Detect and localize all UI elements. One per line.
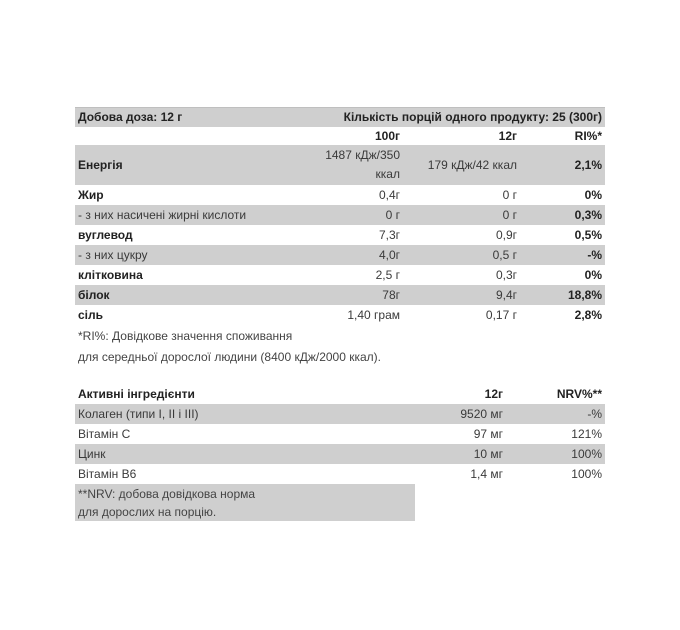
row-label: - з них насичені жирні кислоти xyxy=(78,208,247,222)
row-ri: 0% xyxy=(584,268,602,282)
row-per12: 0 г xyxy=(502,208,517,222)
table-row xyxy=(75,305,605,325)
row-ri: -% xyxy=(587,248,602,262)
row-label: - з них цукру xyxy=(78,248,148,262)
nutrition-table xyxy=(75,108,605,325)
row-label: вуглевод xyxy=(78,228,133,242)
row-per12: 0,9г xyxy=(495,228,517,242)
row-per100: 7,3г xyxy=(378,228,400,242)
row-per100: 0,4г xyxy=(378,188,400,202)
row-per100: 0 г xyxy=(385,208,400,222)
ri-footnote-line1: *RI%: Довідкове значення споживання xyxy=(78,329,293,343)
row-per100: 1,40 грам xyxy=(347,308,400,322)
nrv-footnote-box xyxy=(75,484,415,521)
energy-label: Енергія xyxy=(78,158,123,172)
col-100g: 100г xyxy=(374,129,400,143)
row-per100: 4,0г xyxy=(378,248,400,262)
energy-per100 xyxy=(325,146,400,184)
energy-per12: 179 кДж/42 ккал xyxy=(427,158,517,172)
column-header-row xyxy=(75,127,605,145)
table-row xyxy=(75,464,605,484)
ingredient-per12: 10 мг xyxy=(473,447,503,461)
energy-row xyxy=(75,145,605,185)
daily-dose-label: Добова доза: 12 г xyxy=(78,110,183,124)
active-ingredients-table xyxy=(75,384,605,484)
ri-footnote-line2: для середньої дорослої людини (8400 кДж/2000 ккал). xyxy=(78,350,381,364)
row-per100: 78г xyxy=(382,288,400,302)
table-row xyxy=(75,404,605,424)
ingredient-per12: 9520 мг xyxy=(460,407,503,421)
ingredient-per12: 1,4 мг xyxy=(470,467,503,481)
row-label: сіль xyxy=(78,308,104,322)
row-label: клітковина xyxy=(78,268,143,282)
active-header-12g: 12г xyxy=(484,387,503,401)
ingredient-label: Цинк xyxy=(78,447,106,461)
ingredient-nrv: 100% xyxy=(571,467,602,481)
active-header-row xyxy=(75,384,605,404)
table-row xyxy=(75,185,605,205)
row-per12: 0,3г xyxy=(495,268,517,282)
row-ri: 0,3% xyxy=(574,208,602,222)
col-ri: RI%* xyxy=(574,129,602,143)
row-ri: 18,8% xyxy=(567,288,602,302)
nutrition-header-row xyxy=(75,108,605,127)
table-row xyxy=(75,205,605,225)
table-row xyxy=(75,225,605,245)
row-ri: 2,8% xyxy=(574,308,602,322)
nrv-footnote-line2: для дорослих на порцію. xyxy=(78,505,217,519)
row-per12: 9,4г xyxy=(495,288,517,302)
table-row xyxy=(75,265,605,285)
nrv-footnote-line1: **NRV: добова довідкова норма xyxy=(78,487,256,501)
ingredient-nrv: 100% xyxy=(571,447,602,461)
row-ri: 0% xyxy=(584,188,602,202)
energy-ri: 2,1% xyxy=(574,158,602,172)
row-per100: 2,5 г xyxy=(375,268,400,282)
active-header-label: Активні інгредієнти xyxy=(78,387,195,401)
ingredient-nrv: -% xyxy=(587,407,602,421)
row-label: Жир xyxy=(78,188,104,202)
energy-per100-line1: 1487 кДж/350 xyxy=(325,148,400,162)
servings-label: Кількість порцій одного продукту: 25 (300г) xyxy=(343,110,602,124)
energy-per100-line2: ккал xyxy=(375,167,400,181)
ingredient-label: Вітамін В6 xyxy=(78,467,137,481)
table-row xyxy=(75,285,605,305)
col-12g: 12г xyxy=(498,129,517,143)
ingredient-per12: 97 мг xyxy=(473,427,503,441)
row-per12: 0,17 г xyxy=(485,308,517,322)
table-row xyxy=(75,424,605,444)
row-per12: 0 г xyxy=(502,188,517,202)
ingredient-nrv: 121% xyxy=(571,427,602,441)
row-ri: 0,5% xyxy=(574,228,602,242)
table-row xyxy=(75,444,605,464)
ingredient-label: Колаген (типи I, II і III) xyxy=(78,407,199,421)
row-label: білок xyxy=(78,288,110,302)
active-header-nrv: NRV%** xyxy=(556,387,602,401)
table-row xyxy=(75,245,605,265)
ingredient-label: Вітамін С xyxy=(78,427,131,441)
row-per12: 0,5 г xyxy=(492,248,517,262)
